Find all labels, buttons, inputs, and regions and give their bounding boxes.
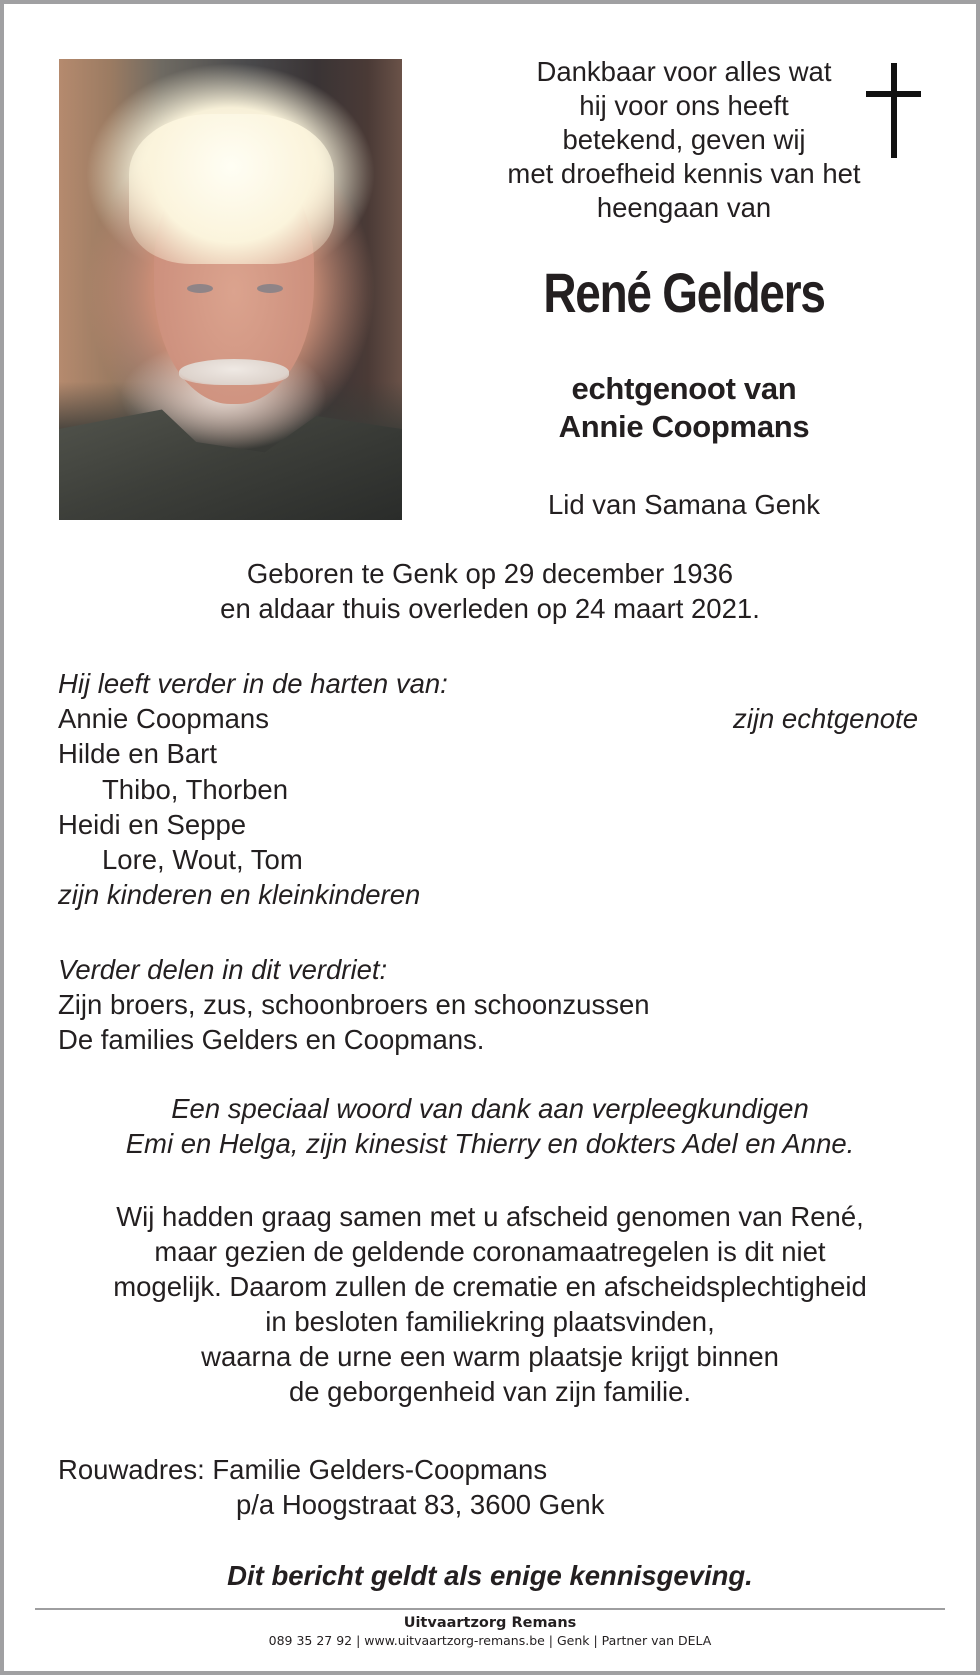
intro-line: met droefheid kennis van het	[507, 158, 861, 189]
photo-eye-left	[187, 284, 213, 293]
list-item: Hilde en Bart	[58, 738, 217, 770]
membership: Lid van Samana Genk	[547, 489, 821, 520]
footer-divider	[35, 1608, 945, 1610]
spouse-label: echtgenoot van	[571, 371, 797, 406]
list-item	[58, 701, 918, 736]
intro-line: Dankbaar voor alles wat	[536, 56, 832, 87]
funeral-home-name: Uitvaartzorg Remans	[403, 1615, 577, 1631]
notice-line: Wij hadden graag samen met u afscheid genomen van René,	[116, 1201, 864, 1232]
list-item: Heidi en Seppe	[58, 808, 247, 840]
deceased-name: René Gelders	[543, 261, 825, 324]
notice-line: maar gezien de geldende coronamaatregelen is dit niet	[154, 1236, 826, 1267]
spouse-block	[469, 370, 899, 446]
final-notice: Dit bericht geldt als enige kennisgeving.	[227, 1560, 753, 1591]
survivors-list	[58, 666, 918, 912]
intro-line: heengaan van	[596, 192, 772, 223]
survivors-footer: zijn kinderen en kleinkinderen	[58, 879, 421, 911]
survivors-heading: Hij leeft verder in de harten van:	[58, 668, 448, 699]
funeral-home-contact: 089 35 27 92 | www.uitvaartzorg-remans.be | Genk | Partner van DELA	[268, 1633, 712, 1648]
funeral-home-footer	[4, 1614, 976, 1650]
sharing-line: De families Gelders en Coopmans.	[58, 1024, 485, 1056]
birth-line: Geboren te Genk op 29 december 1936	[246, 558, 734, 589]
notice-line: de geborgenheid van zijn familie.	[288, 1376, 692, 1407]
photo-jacket	[59, 390, 402, 520]
photo-moustache	[179, 359, 289, 385]
death-line: en aldaar thuis overleden op 24 maart 2021.	[220, 593, 760, 624]
thanks-block	[4, 1091, 976, 1161]
address-line: p/a Hoogstraat 83, 3600 Genk	[236, 1489, 605, 1520]
address-line: Rouwadres: Familie Gelders-Coopmans	[58, 1454, 548, 1485]
thanks-line: Emi en Helga, zijn kinesist Thierry en dokters Adel en Anne.	[125, 1128, 855, 1159]
sharing-heading: Verder delen in dit verdriet:	[58, 954, 388, 985]
notice-line: mogelijk. Daarom zullen de crematie en afscheidsplechtigheid	[113, 1271, 867, 1302]
birth-death-block	[4, 556, 976, 626]
sharing-block	[58, 952, 918, 1058]
list-item: Thibo, Thorben	[102, 773, 289, 805]
intro-text	[469, 55, 899, 225]
ceremony-notice	[4, 1199, 976, 1409]
notice-line: in besloten familiekring plaatsvinden,	[265, 1306, 715, 1337]
sharing-line: Zijn broers, zus, schoonbroers en schoonzussen	[58, 989, 650, 1021]
intro-line: betekend, geven wij	[562, 124, 806, 155]
list-item: Lore, Wout, Tom	[102, 844, 303, 876]
spouse-name: Annie Coopmans	[558, 409, 810, 444]
photo-eye-right	[257, 284, 283, 293]
notice-line: waarna de urne een warm plaatsje krijgt binnen	[201, 1341, 779, 1372]
portrait-photo	[59, 59, 402, 520]
photo-hair	[129, 114, 334, 264]
survivor-name: Annie Coopmans	[58, 703, 269, 735]
obituary-card	[4, 4, 976, 1671]
survivor-relation: zijn echtgenote	[733, 703, 918, 735]
mourning-address	[58, 1452, 758, 1522]
intro-line: hij voor ons heeft	[579, 90, 789, 121]
thanks-line: Een speciaal woord van dank aan verpleegkundigen	[171, 1093, 809, 1124]
